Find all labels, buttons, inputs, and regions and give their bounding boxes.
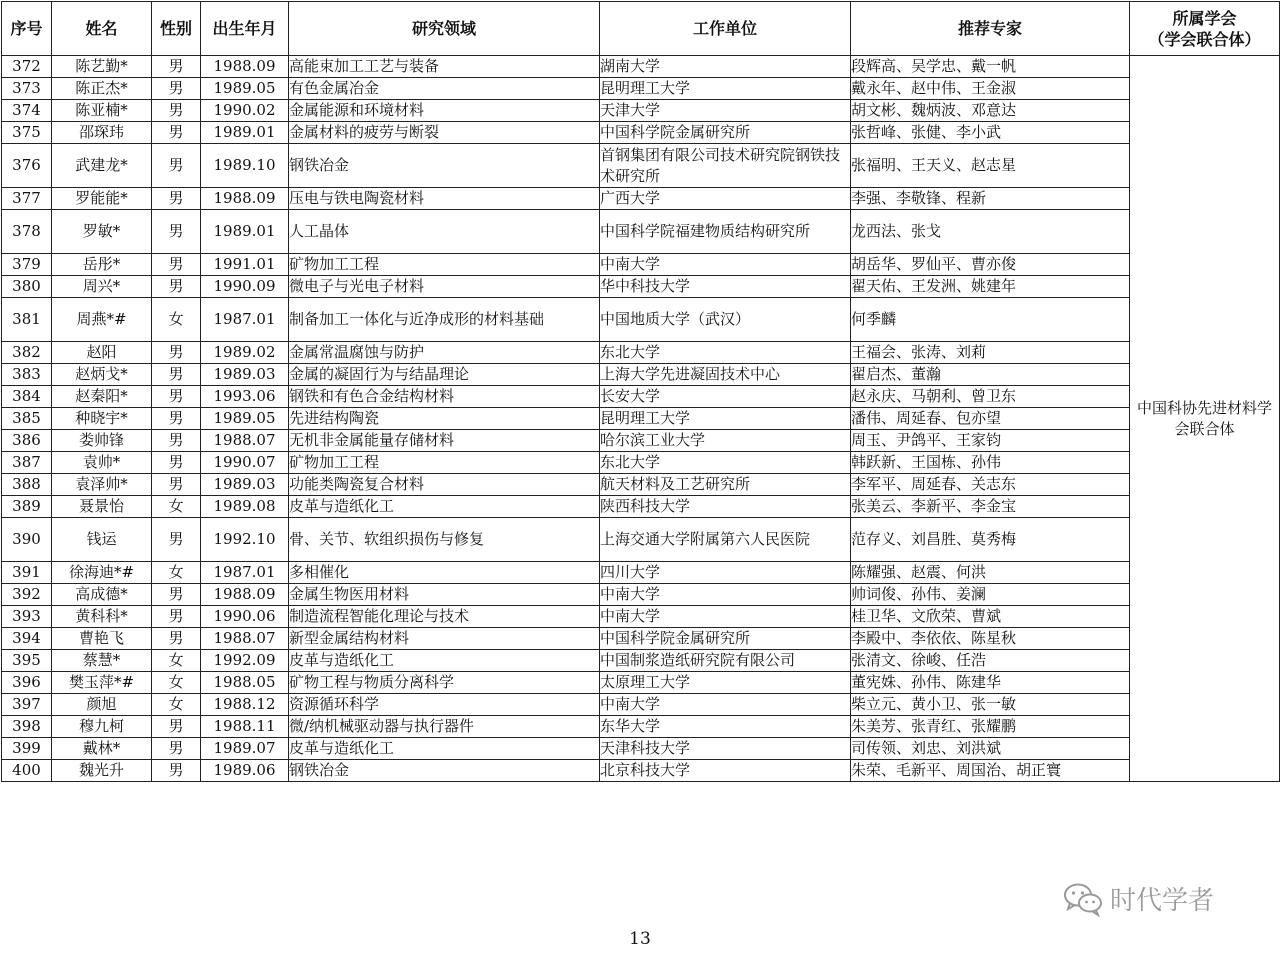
cell-name: 陈正杰*	[52, 78, 152, 100]
cell-number: 389	[2, 496, 52, 518]
cell-work-unit: 中南大学	[600, 694, 851, 716]
cell-number: 385	[2, 408, 52, 430]
header-number: 序号	[2, 2, 52, 56]
table-row	[2, 364, 1280, 386]
cell-recommending-experts: 范存义、刘昌胜、莫秀梅	[851, 518, 1130, 562]
cell-number: 383	[2, 364, 52, 386]
cell-sex: 女	[152, 694, 201, 716]
cell-research-field: 制备加工一体化与近净成形的材料基础	[289, 298, 600, 342]
cell-sex: 男	[152, 408, 201, 430]
cell-birth-date: 1988.12	[201, 694, 289, 716]
cell-number: 382	[2, 342, 52, 364]
cell-number: 396	[2, 672, 52, 694]
cell-research-field: 人工晶体	[289, 210, 600, 254]
cell-work-unit: 东北大学	[600, 342, 851, 364]
cell-name: 蔡慧*	[52, 650, 152, 672]
table-header-row	[2, 2, 1280, 56]
cell-research-field: 钢铁冶金	[289, 760, 600, 782]
cell-research-field: 金属常温腐蚀与防护	[289, 342, 600, 364]
cell-number: 373	[2, 78, 52, 100]
cell-number: 386	[2, 430, 52, 452]
cell-sex: 男	[152, 78, 201, 100]
table-row	[2, 276, 1280, 298]
header-name: 姓名	[52, 2, 152, 56]
cell-recommending-experts: 李强、李敬锋、程新	[851, 188, 1130, 210]
cell-name: 钱运	[52, 518, 152, 562]
cell-birth-date: 1989.05	[201, 78, 289, 100]
cell-birth-date: 1992.09	[201, 650, 289, 672]
cell-research-field: 无机非金属能量存储材料	[289, 430, 600, 452]
cell-sex: 女	[152, 650, 201, 672]
table-row	[2, 144, 1280, 188]
cell-number: 400	[2, 760, 52, 782]
cell-number: 378	[2, 210, 52, 254]
cell-recommending-experts: 戴永年、赵中伟、王金淑	[851, 78, 1130, 100]
cell-birth-date: 1989.01	[201, 210, 289, 254]
cell-number: 375	[2, 122, 52, 144]
cell-research-field: 有色金属冶金	[289, 78, 600, 100]
cell-sex: 女	[152, 298, 201, 342]
cell-sex: 男	[152, 144, 201, 188]
cell-birth-date: 1990.06	[201, 606, 289, 628]
cell-name: 颜旭	[52, 694, 152, 716]
cell-association: 中国科协先进材料学会联合体	[1130, 56, 1280, 782]
table-row	[2, 78, 1280, 100]
cell-work-unit: 中南大学	[600, 606, 851, 628]
cell-name: 戴林*	[52, 738, 152, 760]
cell-recommending-experts: 翟启杰、董瀚	[851, 364, 1130, 386]
cell-number: 391	[2, 562, 52, 584]
cell-recommending-experts: 胡文彬、魏炳波、邓意达	[851, 100, 1130, 122]
cell-work-unit: 中国科学院福建物质结构研究所	[600, 210, 851, 254]
header-association: 所属学会 （学会联合体）	[1130, 2, 1280, 56]
cell-sex: 男	[152, 430, 201, 452]
cell-research-field: 微/纳机械驱动器与执行器件	[289, 716, 600, 738]
cell-name: 罗敏*	[52, 210, 152, 254]
cell-name: 魏光升	[52, 760, 152, 782]
cell-work-unit: 东华大学	[600, 716, 851, 738]
cell-work-unit: 航天材料及工艺研究所	[600, 474, 851, 496]
cell-sex: 女	[152, 496, 201, 518]
cell-recommending-experts: 李殿中、李依依、陈星秋	[851, 628, 1130, 650]
cell-name: 赵炳戈*	[52, 364, 152, 386]
header-research-field: 研究领域	[289, 2, 600, 56]
cell-number: 397	[2, 694, 52, 716]
table-row	[2, 210, 1280, 254]
cell-sex: 男	[152, 56, 201, 78]
cell-birth-date: 1989.03	[201, 364, 289, 386]
cell-recommending-experts: 司传领、刘忠、刘洪斌	[851, 738, 1130, 760]
cell-sex: 男	[152, 188, 201, 210]
table-row	[2, 56, 1280, 78]
cell-work-unit: 上海交通大学附属第六人民医院	[600, 518, 851, 562]
cell-work-unit: 昆明理工大学	[600, 408, 851, 430]
cell-research-field: 资源循环科学	[289, 694, 600, 716]
cell-recommending-experts: 帅词俊、孙伟、姜澜	[851, 584, 1130, 606]
cell-number: 381	[2, 298, 52, 342]
cell-birth-date: 1989.03	[201, 474, 289, 496]
cell-work-unit: 广西大学	[600, 188, 851, 210]
cell-work-unit: 天津大学	[600, 100, 851, 122]
cell-name: 娄帅锋	[52, 430, 152, 452]
cell-name: 徐海迪*#	[52, 562, 152, 584]
cell-work-unit: 中南大学	[600, 254, 851, 276]
cell-recommending-experts: 朱荣、毛新平、周国治、胡正寰	[851, 760, 1130, 782]
cell-recommending-experts: 赵永庆、马朝利、曾卫东	[851, 386, 1130, 408]
table-row	[2, 562, 1280, 584]
table-row	[2, 496, 1280, 518]
table-row	[2, 738, 1280, 760]
cell-research-field: 高能束加工工艺与装备	[289, 56, 600, 78]
table-row	[2, 298, 1280, 342]
cell-number: 387	[2, 452, 52, 474]
table-row	[2, 650, 1280, 672]
cell-work-unit: 中国科学院金属研究所	[600, 628, 851, 650]
cell-name: 陈亚楠*	[52, 100, 152, 122]
cell-recommending-experts: 张清文、徐峻、任浩	[851, 650, 1130, 672]
cell-number: 393	[2, 606, 52, 628]
header-work-unit: 工作单位	[600, 2, 851, 56]
watermark-text: 时代学者	[1110, 886, 1215, 916]
cell-recommending-experts: 桂卫华、文欣荣、曹斌	[851, 606, 1130, 628]
cell-number: 392	[2, 584, 52, 606]
table-row	[2, 760, 1280, 782]
cell-number: 377	[2, 188, 52, 210]
cell-research-field: 钢铁和有色合金结构材料	[289, 386, 600, 408]
table-row	[2, 254, 1280, 276]
table-row	[2, 518, 1280, 562]
cell-number: 384	[2, 386, 52, 408]
cell-name: 高成德*	[52, 584, 152, 606]
cell-recommending-experts: 朱美芳、张青红、张耀鹏	[851, 716, 1130, 738]
cell-research-field: 先进结构陶瓷	[289, 408, 600, 430]
cell-research-field: 制造流程智能化理论与技术	[289, 606, 600, 628]
watermark	[1062, 880, 1214, 917]
cell-name: 穆九柯	[52, 716, 152, 738]
cell-birth-date: 1990.02	[201, 100, 289, 122]
table-row	[2, 628, 1280, 650]
cell-name: 曹艳飞	[52, 628, 152, 650]
cell-sex: 男	[152, 584, 201, 606]
cell-recommending-experts: 张哲峰、张健、李小武	[851, 122, 1130, 144]
cell-birth-date: 1989.06	[201, 760, 289, 782]
cell-name: 周兴*	[52, 276, 152, 298]
cell-name: 赵阳	[52, 342, 152, 364]
cell-work-unit: 中国地质大学（武汉）	[600, 298, 851, 342]
cell-sex: 女	[152, 672, 201, 694]
cell-birth-date: 1988.11	[201, 716, 289, 738]
cell-research-field: 矿物加工工程	[289, 452, 600, 474]
header-recommending-experts: 推荐专家	[851, 2, 1130, 56]
cell-number: 376	[2, 144, 52, 188]
cell-recommending-experts: 胡岳华、罗仙平、曹亦俊	[851, 254, 1130, 276]
cell-recommending-experts: 周玉、尹鸽平、王家钧	[851, 430, 1130, 452]
cell-birth-date: 1987.01	[201, 562, 289, 584]
cell-birth-date: 1989.08	[201, 496, 289, 518]
cell-research-field: 矿物工程与物质分离科学	[289, 672, 600, 694]
cell-sex: 男	[152, 628, 201, 650]
cell-sex: 女	[152, 562, 201, 584]
cell-name: 陈艺勤*	[52, 56, 152, 78]
cell-recommending-experts: 董宪姝、孙伟、陈建华	[851, 672, 1130, 694]
table-row	[2, 474, 1280, 496]
cell-research-field: 金属材料的疲劳与断裂	[289, 122, 600, 144]
cell-work-unit: 陕西科技大学	[600, 496, 851, 518]
cell-research-field: 皮革与造纸化工	[289, 496, 600, 518]
cell-research-field: 皮革与造纸化工	[289, 738, 600, 760]
cell-birth-date: 1989.07	[201, 738, 289, 760]
table-row	[2, 122, 1280, 144]
cell-birth-date: 1992.10	[201, 518, 289, 562]
cell-number: 380	[2, 276, 52, 298]
cell-number: 399	[2, 738, 52, 760]
cell-recommending-experts: 龙西法、张戈	[851, 210, 1130, 254]
page-number: 13	[629, 929, 651, 949]
cell-work-unit: 东北大学	[600, 452, 851, 474]
cell-sex: 男	[152, 716, 201, 738]
cell-recommending-experts: 段辉高、吴学忠、戴一帆	[851, 56, 1130, 78]
cell-recommending-experts: 张美云、李新平、李金宝	[851, 496, 1130, 518]
cell-work-unit: 太原理工大学	[600, 672, 851, 694]
cell-number: 394	[2, 628, 52, 650]
cell-work-unit: 上海大学先进凝固技术中心	[600, 364, 851, 386]
cell-number: 372	[2, 56, 52, 78]
cell-sex: 男	[152, 254, 201, 276]
cell-work-unit: 中国制浆造纸研究院有限公司	[600, 650, 851, 672]
cell-research-field: 钢铁冶金	[289, 144, 600, 188]
cell-birth-date: 1993.06	[201, 386, 289, 408]
cell-work-unit: 湖南大学	[600, 56, 851, 78]
cell-birth-date: 1991.01	[201, 254, 289, 276]
header-sex: 性别	[152, 2, 201, 56]
cell-work-unit: 四川大学	[600, 562, 851, 584]
cell-research-field: 金属能源和环境材料	[289, 100, 600, 122]
cell-birth-date: 1988.09	[201, 56, 289, 78]
cell-recommending-experts: 潘伟、周延春、包亦望	[851, 408, 1130, 430]
table-row	[2, 452, 1280, 474]
cell-recommending-experts: 柴立元、黄小卫、张一敏	[851, 694, 1130, 716]
cell-sex: 男	[152, 386, 201, 408]
cell-birth-date: 1989.05	[201, 408, 289, 430]
cell-research-field: 压电与铁电陶瓷材料	[289, 188, 600, 210]
cell-work-unit: 首钢集团有限公司技术研究院钢铁技术研究所	[600, 144, 851, 188]
cell-sex: 男	[152, 342, 201, 364]
cell-recommending-experts: 翟天佑、王发洲、姚建年	[851, 276, 1130, 298]
cell-number: 379	[2, 254, 52, 276]
table-row	[2, 342, 1280, 364]
cell-work-unit: 长安大学	[600, 386, 851, 408]
header-birth-date: 出生年月	[201, 2, 289, 56]
cell-number: 388	[2, 474, 52, 496]
cell-name: 袁泽帅*	[52, 474, 152, 496]
cell-name: 周燕*#	[52, 298, 152, 342]
cell-number: 390	[2, 518, 52, 562]
cell-sex: 男	[152, 738, 201, 760]
cell-recommending-experts: 张福明、王天义、赵志星	[851, 144, 1130, 188]
cell-name: 罗能能*	[52, 188, 152, 210]
cell-sex: 男	[152, 364, 201, 386]
cell-recommending-experts: 李军平、周延春、关志东	[851, 474, 1130, 496]
table-row	[2, 672, 1280, 694]
cell-research-field: 多相催化	[289, 562, 600, 584]
cell-recommending-experts: 王福会、张涛、刘莉	[851, 342, 1130, 364]
cell-name: 种晓宇*	[52, 408, 152, 430]
cell-name: 聂景怡	[52, 496, 152, 518]
cell-sex: 男	[152, 122, 201, 144]
cell-birth-date: 1989.01	[201, 122, 289, 144]
cell-sex: 男	[152, 276, 201, 298]
cell-name: 赵秦阳*	[52, 386, 152, 408]
cell-number: 374	[2, 100, 52, 122]
cell-birth-date: 1990.07	[201, 452, 289, 474]
cell-research-field: 骨、关节、软组织损伤与修复	[289, 518, 600, 562]
cell-birth-date: 1989.10	[201, 144, 289, 188]
cell-birth-date: 1987.01	[201, 298, 289, 342]
table-row	[2, 386, 1280, 408]
cell-number: 395	[2, 650, 52, 672]
cell-research-field: 矿物加工工程	[289, 254, 600, 276]
cell-recommending-experts: 陈耀强、赵震、何洪	[851, 562, 1130, 584]
table-body	[2, 56, 1280, 782]
cell-work-unit: 中国科学院金属研究所	[600, 122, 851, 144]
cell-name: 邵琛玮	[52, 122, 152, 144]
cell-work-unit: 北京科技大学	[600, 760, 851, 782]
cell-sex: 男	[152, 474, 201, 496]
table-row	[2, 100, 1280, 122]
cell-birth-date: 1988.07	[201, 628, 289, 650]
cell-recommending-experts: 韩跃新、王国栋、孙伟	[851, 452, 1130, 474]
cell-work-unit: 昆明理工大学	[600, 78, 851, 100]
cell-sex: 男	[152, 452, 201, 474]
table-row	[2, 694, 1280, 716]
table-row	[2, 584, 1280, 606]
cell-recommending-experts: 何季麟	[851, 298, 1130, 342]
cell-name: 袁帅*	[52, 452, 152, 474]
cell-name: 黄科科*	[52, 606, 152, 628]
cell-research-field: 新型金属结构材料	[289, 628, 600, 650]
cell-number: 398	[2, 716, 52, 738]
table-row	[2, 606, 1280, 628]
cell-birth-date: 1989.02	[201, 342, 289, 364]
cell-sex: 男	[152, 760, 201, 782]
cell-birth-date: 1988.05	[201, 672, 289, 694]
table-row	[2, 408, 1280, 430]
cell-work-unit: 天津科技大学	[600, 738, 851, 760]
cell-sex: 男	[152, 518, 201, 562]
cell-birth-date: 1988.07	[201, 430, 289, 452]
cell-work-unit: 哈尔滨工业大学	[600, 430, 851, 452]
cell-sex: 男	[152, 606, 201, 628]
cell-birth-date: 1988.09	[201, 584, 289, 606]
cell-name: 樊玉萍*#	[52, 672, 152, 694]
nominee-table	[1, 1, 1280, 782]
wechat-icon	[1062, 881, 1104, 917]
cell-research-field: 功能类陶瓷复合材料	[289, 474, 600, 496]
cell-sex: 男	[152, 100, 201, 122]
cell-birth-date: 1988.09	[201, 188, 289, 210]
cell-research-field: 金属生物医用材料	[289, 584, 600, 606]
cell-research-field: 皮革与造纸化工	[289, 650, 600, 672]
cell-name: 岳彤*	[52, 254, 152, 276]
cell-research-field: 金属的凝固行为与结晶理论	[289, 364, 600, 386]
cell-research-field: 微电子与光电子材料	[289, 276, 600, 298]
cell-birth-date: 1990.09	[201, 276, 289, 298]
table-row	[2, 430, 1280, 452]
cell-work-unit: 中南大学	[600, 584, 851, 606]
cell-name: 武建龙*	[52, 144, 152, 188]
table-row	[2, 188, 1280, 210]
cell-sex: 男	[152, 210, 201, 254]
cell-work-unit: 华中科技大学	[600, 276, 851, 298]
table-row	[2, 716, 1280, 738]
